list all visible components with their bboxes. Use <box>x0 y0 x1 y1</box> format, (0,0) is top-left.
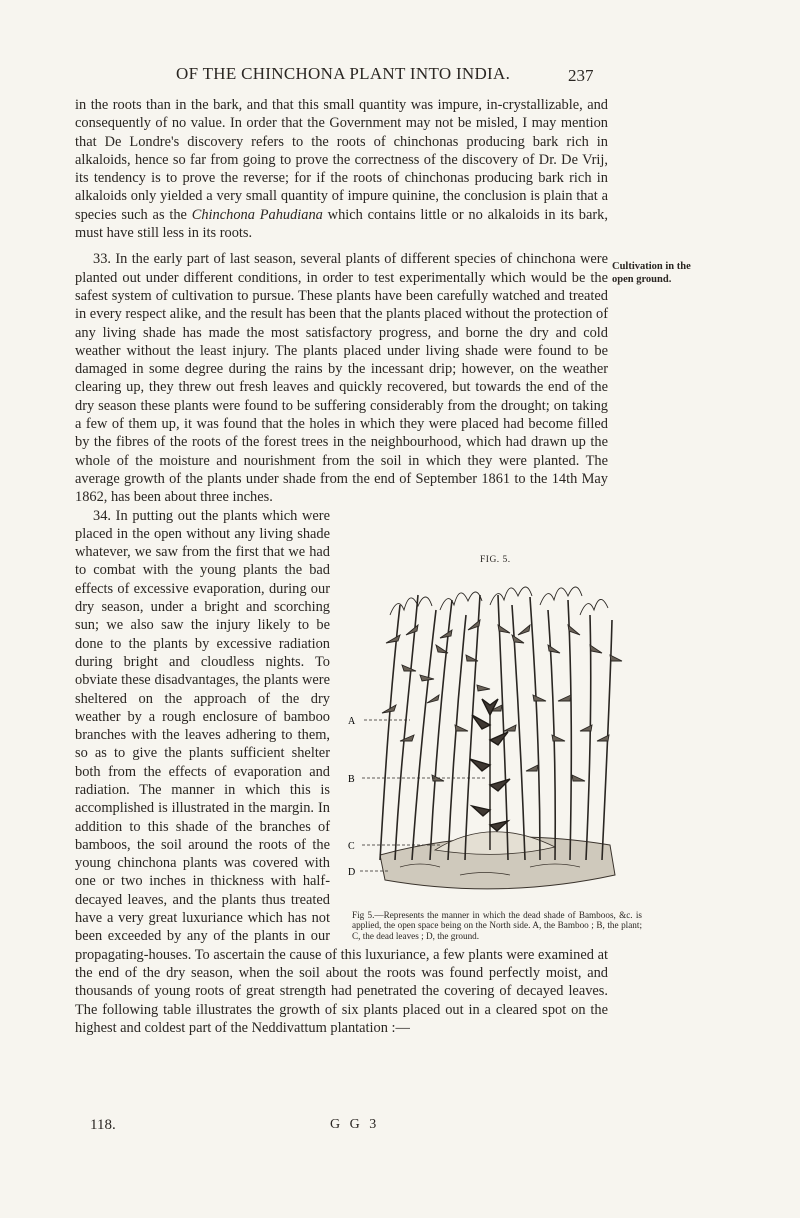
marginal-note-line: open ground. <box>612 274 672 285</box>
paragraph-34-block <box>75 507 642 1038</box>
bamboo-shade-illustration <box>340 575 630 905</box>
paragraph-34: 34. In putting out the plants which were placed in the open without any living shade whatever, we saw from the first that we had to combat with the young plants the bad effects of excessive evaporation, during our dry season, under a bright and scorching sun; we also saw the injury likely to be done to the plants by excessive radiation during bright and cloudless nights. To obviate these disadvantages, the plants were sheltered on the approach of the dry weather by a rough enclosure of bamboo branches with the leaves adhering to them, so as to give the plants sufficient shelter both from the effects of evaporation and radiation. The manner in which this is accomplished is illustrated in the margin. In addition to this shade of the branches of bamboos, the soil around the roots of the young chinchona plants was covered with one or two inches in thickness with half-decayed leaves, and the plants thus treated have a very great luxuriance which has not been exceeded by any of the plants in our propagating-houses. To ascertain the cause of this luxuriance, a few plants were examined at the end of the dry season, when the soil about the roots was found perfectly moist, and thousands of young roots of great strength had penetrated the covering of decayed leaves. The following table illustrates the growth of six plants placed out in a cleared spot on the highest and coldest part of the Neddivattum plantation :— <box>75 507 608 1036</box>
page-header <box>0 64 800 86</box>
marker-a: A <box>348 715 356 727</box>
figure-caption: Fig 5.—Represents the manner in which the dead shade of Bamboos, &c. is applied, the open space being on the North side. A, the Bamboo ; B, the plant; C, the dead leaves ; D, the ground. <box>352 909 642 941</box>
marginal-note-line: Cultivation in the <box>612 261 691 272</box>
paragraph-text: which contains little or no alkaloids in its bark, must have still less in its roots. <box>75 206 608 242</box>
page-footer <box>0 1117 800 1137</box>
species-name: Chinchona Pahudiana <box>191 206 323 223</box>
signature-mark: G G 3 <box>330 1117 380 1132</box>
paragraph-text: in the roots than in the bark, and that this small quantity was impure, in-crystallizable, and consequently of no value. In order that the Government may not be misled, I may mention that De Londre's discovery refers to the roots of chinchonas producing bark rich in alkaloids, hence so far from going to prove the correctness of the discovery of Dr. De Vrij, its tendency is to prove the reverse; for if the roots of chinchonas producing bark rich in alkaloids only yielded a very small quantity of impure quinine, the conclusion is plain that a species such as the <box>75 97 608 223</box>
signature-number: 118. <box>90 1117 116 1133</box>
page-number: 237 <box>568 66 594 85</box>
paragraph-33: 33. In the early part of last season, several plants of different species of chinchona were planted out under different conditions, in order to test experimentally which would be the safest system of cultivation to pursue. These plants have been carefully watched and treated in every respect alike, and the result has been that the plants placed without the protection of any living shade has made the most satisfactory progress, and borne the dry and cold weather without the least injury. The plants placed under living shade were found to be damaged in some degree during the rains by the incessant drip; however, on the weather clearing up, they threw out fresh leaves and quickly recovered, but towards the end of the dry season these plants were found to be suffering considerably from the drought; on taking a few of them up, it was found that the holes in which they were placed had become filled by the fibres of the roots of the forest trees in the neighbourhood, which had drawn up the whole of the moisture and nourishment from the soil in which they were planted. The average growth of the plants under shade from the end of September 1861 to the 14th May 1862, has been about three inches. <box>75 251 608 506</box>
figure-5 <box>340 554 642 941</box>
marker-b: B <box>348 773 355 785</box>
marginal-note <box>612 260 712 286</box>
paragraph-intro <box>75 96 608 242</box>
marker-d: D <box>348 866 356 878</box>
figure-label: FIG. 5. <box>480 554 511 565</box>
running-head: OF THE CHINCHONA PLANT INTO INDIA. <box>176 64 511 83</box>
marker-c: C <box>348 840 355 852</box>
